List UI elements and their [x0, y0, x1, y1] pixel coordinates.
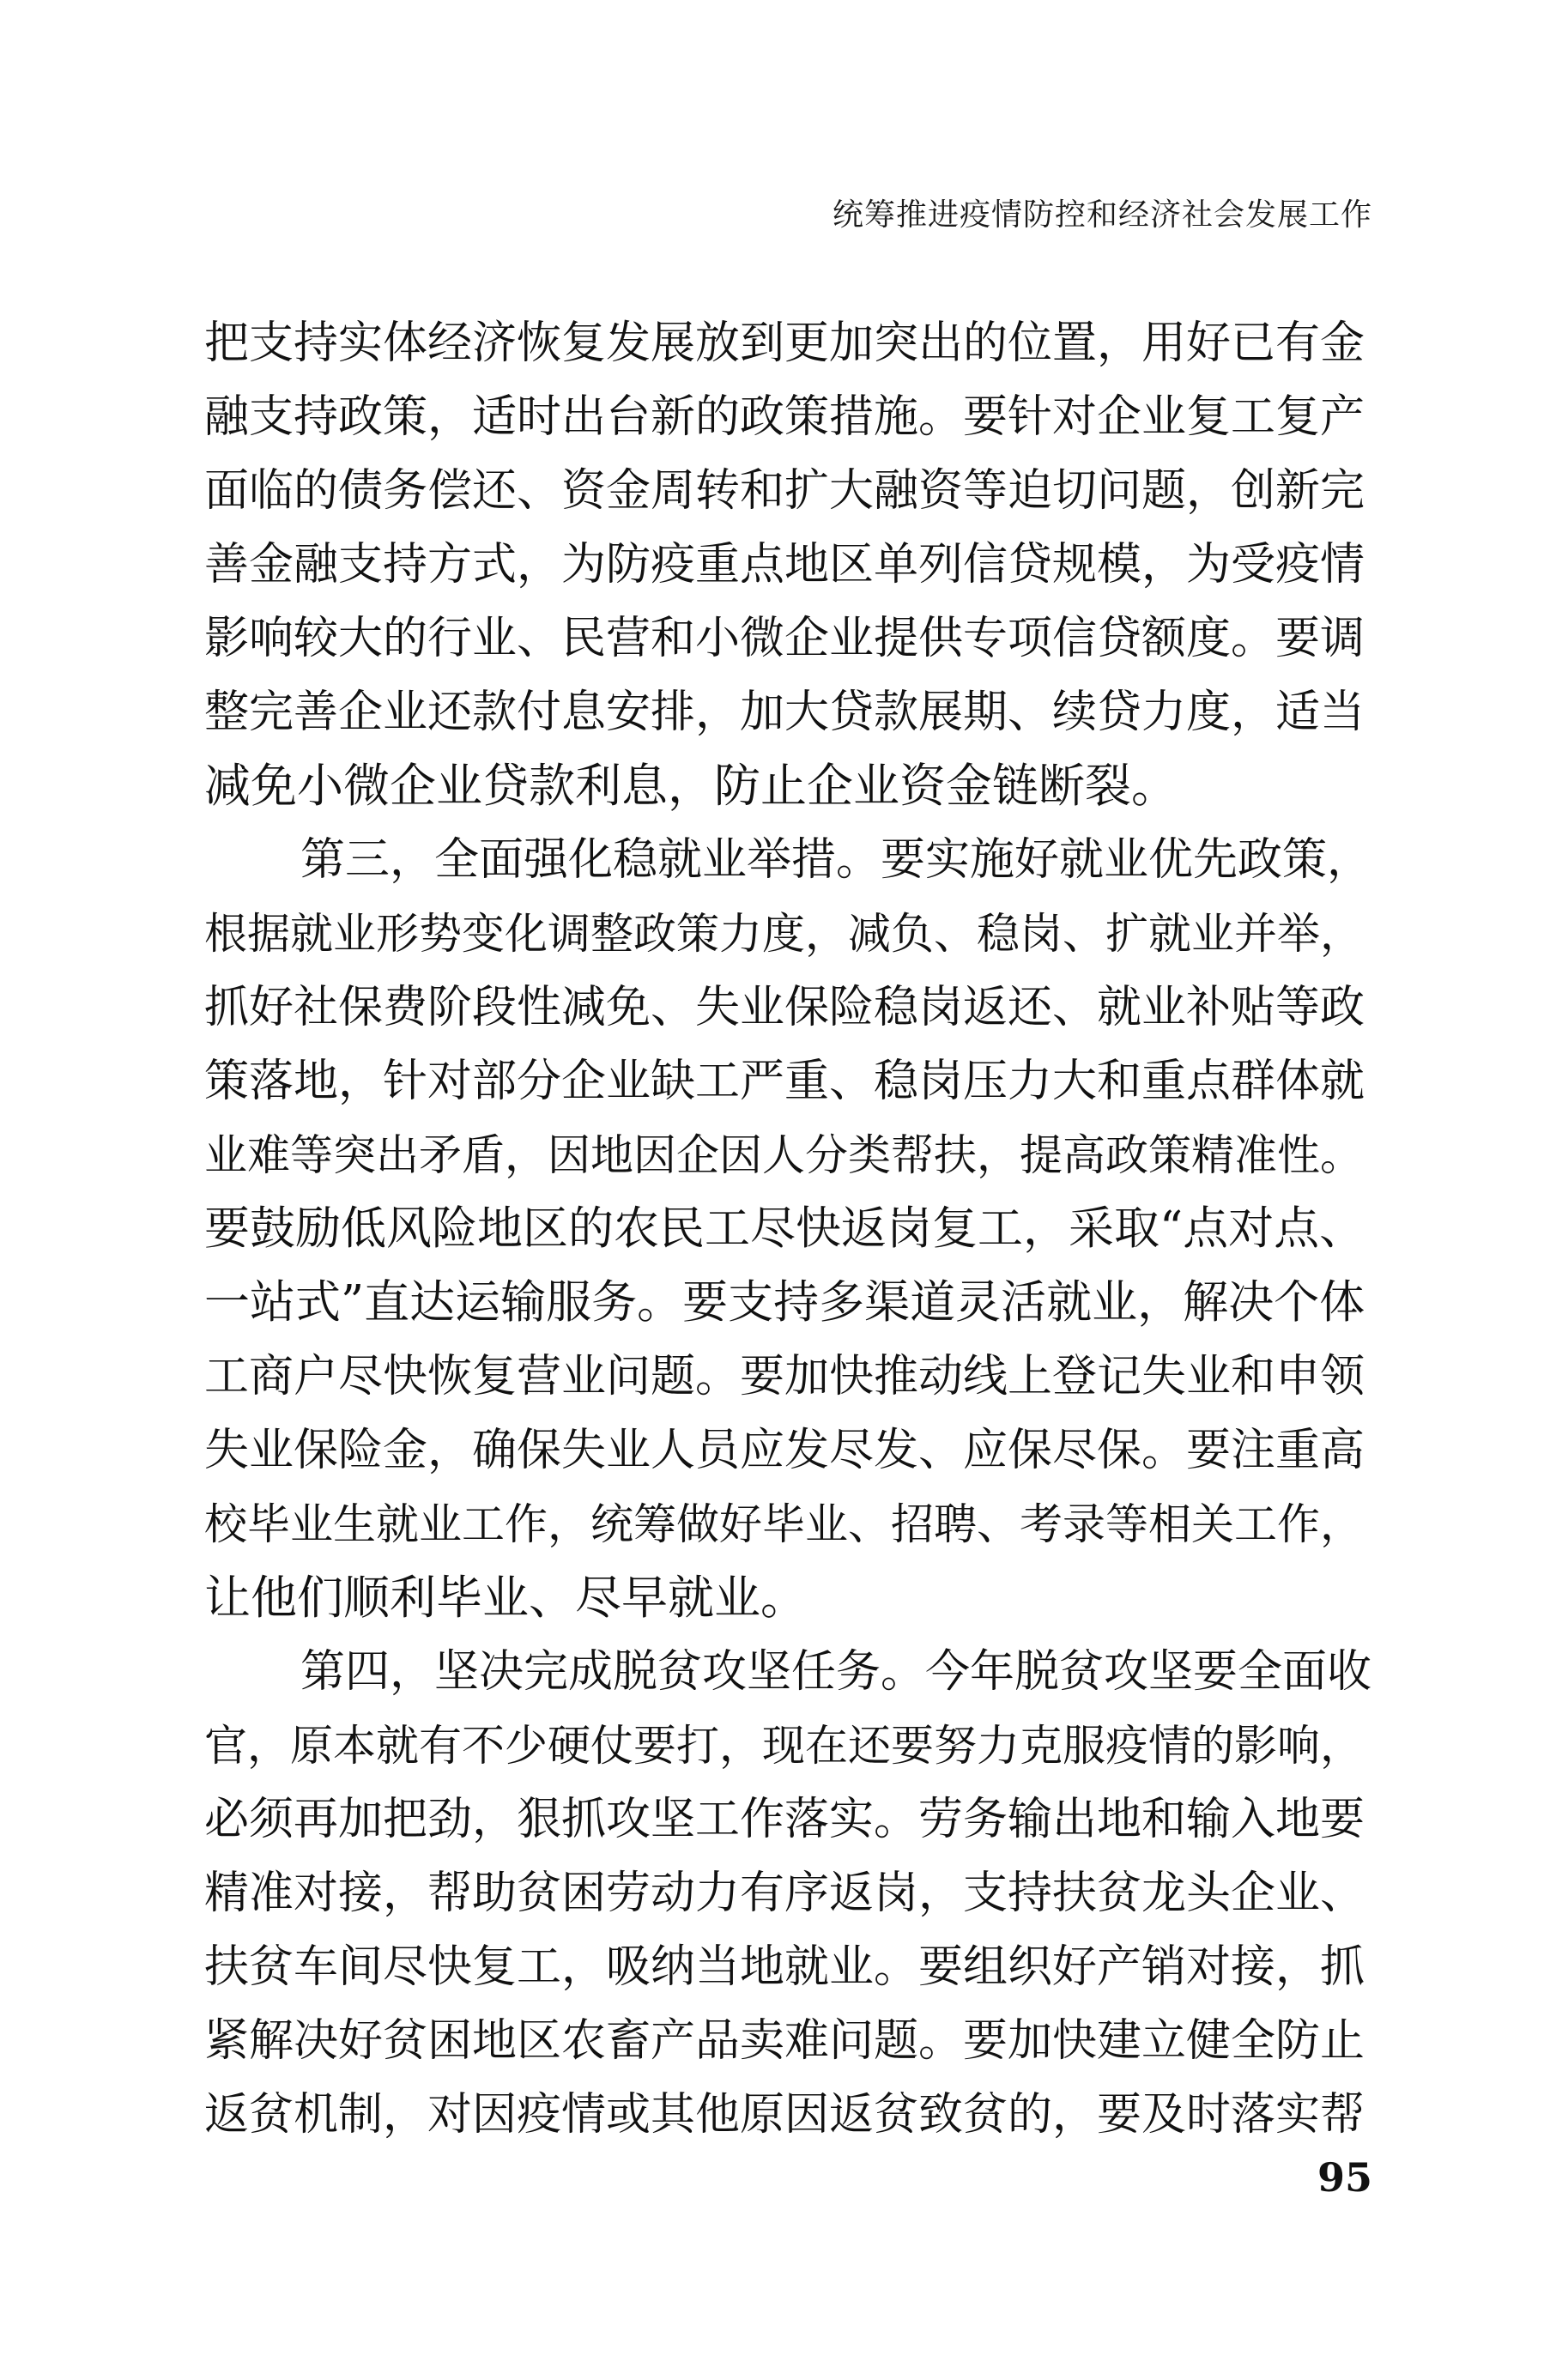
body-line: 扶贫车间尽快复工，吸纳当地就业。要组织好产销对接，抓 — [204, 1941, 1365, 1993]
body-line: 根据就业形势变化调整政策力度，减负、稳岗、扩就业并举， — [204, 909, 1363, 959]
body-line: 一站式”直达运输服务。要支持多渠道灵活就业，解决个体 — [204, 1276, 1365, 1329]
body-line: 整完善企业还款付息安排，加大贷款展期、续贷力度，适当 — [204, 687, 1365, 738]
running-header: 统筹推进疫情防控和经济社会发展工作 — [832, 197, 1372, 233]
body-line: 工商户尽快恢复营业问题。要加快推动线上登记失业和申领 — [204, 1351, 1365, 1402]
body-line: 让他们顺利毕业、尽早就业。 — [204, 1571, 807, 1625]
body-line: 官，原本就有不少硬仗要打，现在还要努力克服疫情的影响， — [204, 1721, 1363, 1771]
body-line: 校毕业生就业工作，统筹做好毕业、招聘、考录等相关工作， — [204, 1499, 1363, 1549]
body-line: 策落地，针对部分企业缺工严重、稳岗压力大和重点群体就 — [204, 1056, 1365, 1107]
body-line: 返贫机制，对因疫情或其他原因返贫致贫的，要及时落实帮 — [204, 2089, 1365, 2141]
body-line-indented: 第四，坚决完成脱贫攻坚任务。今年脱贫攻坚要全面收 — [300, 1646, 1372, 1698]
body-line: 紧解决好贫困地区农畜产品卖难问题。要加快建立健全防止 — [204, 2015, 1365, 2067]
body-line: 抓好社保费阶段性减免、失业保险稳岗返还、就业补贴等政 — [204, 982, 1365, 1033]
body-line-indented: 第三，全面强化稳就业举措。要实施好就业优先政策， — [300, 834, 1372, 886]
body-line: 影响较大的行业、民营和小微企业提供专项信贷额度。要调 — [204, 613, 1365, 664]
body-line: 面临的债务偿还、资金周转和扩大融资等迫切问题，创新完 — [204, 465, 1365, 517]
body-line: 要鼓励低风险地区的农民工尽快返岗复工，采取“点对点、 — [204, 1202, 1365, 1255]
body-line: 减免小微企业贷款利息，防止企业资金链断裂。 — [204, 759, 1178, 813]
body-line: 把支持实体经济恢复发展放到更加突出的位置，用好已有金 — [204, 318, 1365, 369]
body-line: 必须再加把劲，狠抓攻坚工作落实。劳务输出地和输入地要 — [204, 1794, 1365, 1845]
body-line: 精准对接，帮助贫困劳动力有序返岗，支持扶贫龙头企业、 — [204, 1868, 1365, 1919]
body-line: 融支持政策，适时出台新的政策措施。要针对企业复工复产 — [204, 391, 1365, 443]
page-number: 95 — [1317, 2154, 1372, 2201]
body-line: 失业保险金，确保失业人员应发尽发、应保尽保。要注重高 — [204, 1425, 1365, 1476]
body-line: 业难等突出矛盾，因地因企因人分类帮扶，提高政策精准性。 — [204, 1130, 1363, 1180]
body-line: 善金融支持方式，为防疫重点地区单列信贷规模，为受疫情 — [204, 539, 1365, 590]
